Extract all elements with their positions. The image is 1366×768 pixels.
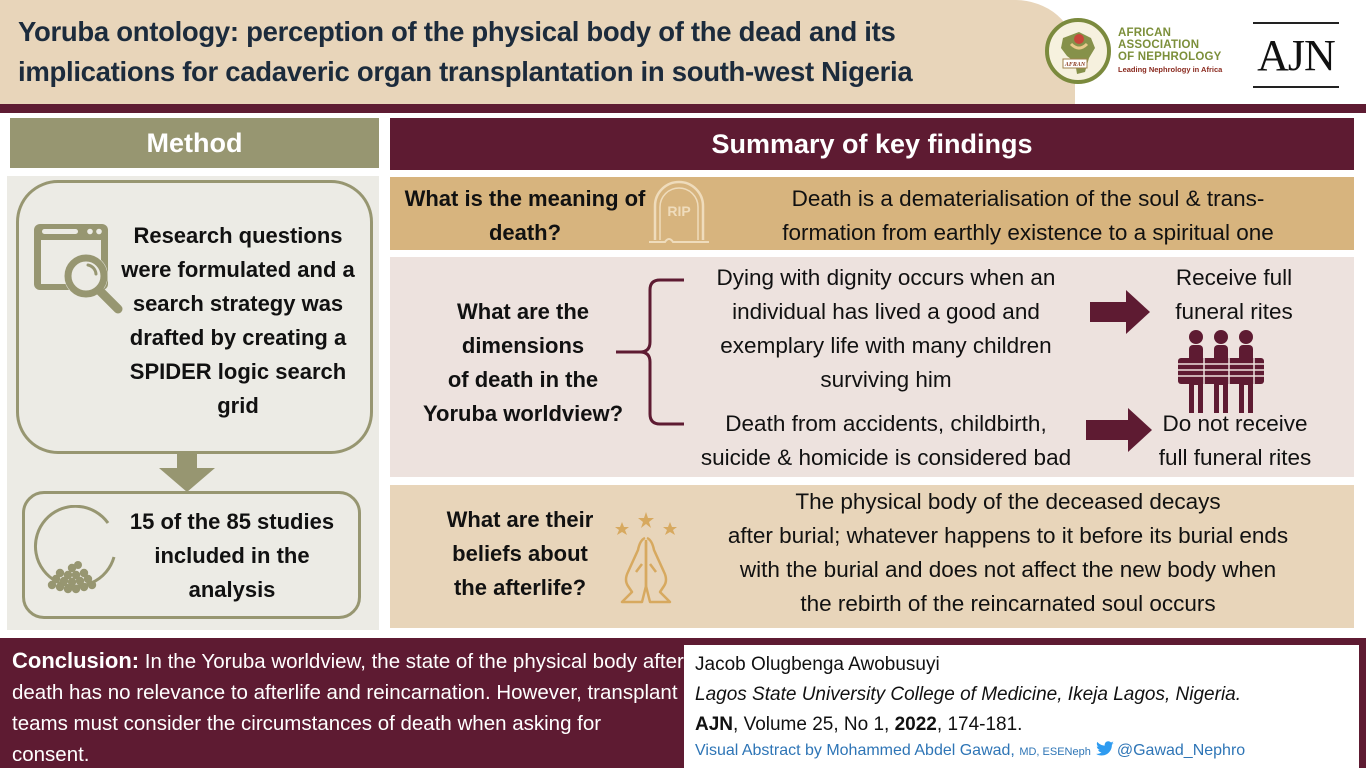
pallbearers-icon xyxy=(1178,328,1264,414)
footer-divider xyxy=(0,638,1366,645)
good-death-line: individual has lived a good and xyxy=(732,299,1040,324)
header-divider xyxy=(0,104,1366,113)
credit-degree: MD, ESENeph xyxy=(1019,746,1091,758)
afran-line: AFRICAN xyxy=(1118,27,1172,39)
afran-seal-text: AFRAN xyxy=(1064,62,1086,68)
meaning-answer-line: formation from earthly existence to a spiritual one xyxy=(782,220,1274,245)
afterlife-answer-line: with the burial and does not affect the new body when xyxy=(739,557,1277,582)
bad-death-line: suicide & homicide is considered bad xyxy=(700,445,1072,470)
method-title: Method xyxy=(146,127,243,158)
dimensions-question-line: What are the xyxy=(456,299,590,324)
afterlife-question xyxy=(420,503,620,605)
citation-author: Jacob Olugbenga Awobusuyi xyxy=(695,654,940,675)
bad-death-line: Death from accidents, childbirth, xyxy=(725,411,1047,436)
afterlife-question-line: the afterlife? xyxy=(453,575,587,600)
svg-text:RIP: RIP xyxy=(667,203,691,219)
afterlife-question-line: beliefs about xyxy=(452,541,588,566)
right-arrow-icon xyxy=(1090,290,1150,334)
meaning-answer xyxy=(708,182,1348,250)
dimensions-question xyxy=(400,295,646,431)
conclusion-label: Conclusion: xyxy=(12,648,140,673)
twitter-handle[interactable]: @Gawad_Nephro xyxy=(1116,742,1246,759)
findings-header xyxy=(390,118,1354,170)
bad-death-text xyxy=(665,407,1107,475)
down-arrow-icon xyxy=(157,454,217,494)
bad-death-outcome xyxy=(1136,407,1334,475)
citation-reference xyxy=(695,710,1355,740)
ajn-logo-text: AJN xyxy=(1257,30,1335,80)
good-death-outcome xyxy=(1146,261,1322,329)
conclusion-text: In the Yoruba worldview, the state of the physical body after death has no relevance to afterlife and reincarnation. However, transplant teams must consider the circumstances of death when asking for consent. xyxy=(12,650,684,766)
afran-seal-icon xyxy=(1045,18,1111,84)
credit-prefix: Visual Abstract by Mohammed Abdel Gawad, xyxy=(695,742,1020,759)
page-title: Yoruba ontology: perception of the physical body of the dead and its implications for cadaveric organ transplantation in south-west Nigeria xyxy=(18,16,913,87)
curly-brace-icon xyxy=(614,276,686,428)
visual-abstract-credit xyxy=(695,740,1355,763)
studies-bowl-icon xyxy=(26,505,120,605)
method-header xyxy=(10,118,379,168)
afran-logo xyxy=(1045,18,1235,88)
afran-tagline: Leading Nephrology in Africa xyxy=(1118,65,1223,74)
afterlife-answer xyxy=(668,485,1348,621)
afran-line: OF NEPHROLOGY xyxy=(1118,51,1222,63)
afterlife-answer-line: The physical body of the deceased decays xyxy=(795,489,1221,514)
good-death-line: exemplary life with many children xyxy=(720,333,1052,358)
dimensions-question-line: dimensions xyxy=(461,333,585,358)
citation-year: 2022 xyxy=(894,714,937,735)
afterlife-answer-line: the rebirth of the reincarnated soul occurs xyxy=(800,591,1216,616)
citation-pages: , 174-181. xyxy=(936,714,1023,735)
method-step-2-text: 15 of the 85 studies included in the analysis xyxy=(129,509,335,602)
citation-affiliation: Lagos State University College of Medicine, Ikeja Lagos, Nigeria. xyxy=(695,684,1242,705)
citation xyxy=(695,650,1355,763)
afterlife-question-line: What are their xyxy=(446,507,594,532)
good-death-text xyxy=(680,261,1092,397)
afran-line: ASSOCIATION xyxy=(1118,39,1200,51)
afterlife-answer-line: after burial; whatever happens to it before its burial ends xyxy=(727,523,1289,548)
dimensions-question-line: Yoruba worldview? xyxy=(422,401,624,426)
good-outcome-line: Receive full xyxy=(1175,265,1293,290)
good-death-line: Dying with dignity occurs when an xyxy=(716,265,1056,290)
good-death-line: surviving him xyxy=(820,367,952,392)
citation-volume: , Volume 25, No 1, xyxy=(733,714,895,735)
bad-outcome-line: Do not receive xyxy=(1162,411,1308,436)
good-outcome-line: funeral rites xyxy=(1175,299,1293,324)
findings-title: Summary of key findings xyxy=(711,128,1033,159)
afran-wordmark xyxy=(1118,27,1222,74)
ajn-logo xyxy=(1253,22,1339,88)
meaning-question: What is the meaning of death? xyxy=(404,186,646,245)
bad-outcome-line: full funeral rites xyxy=(1158,445,1312,470)
method-step-1-text: Research questions were formulated and a search strategy was drafted by creating a SPIDER logic search grid xyxy=(121,223,355,418)
meaning-answer-line: Death is a dematerialisation of the soul & trans- xyxy=(791,186,1265,211)
rip-tombstone-icon xyxy=(645,180,713,248)
citation-journal: AJN xyxy=(695,714,734,735)
twitter-bird-icon xyxy=(1095,741,1115,757)
conclusion xyxy=(12,645,684,768)
header xyxy=(0,0,1366,104)
dimensions-question-line: of death in the xyxy=(447,367,599,392)
